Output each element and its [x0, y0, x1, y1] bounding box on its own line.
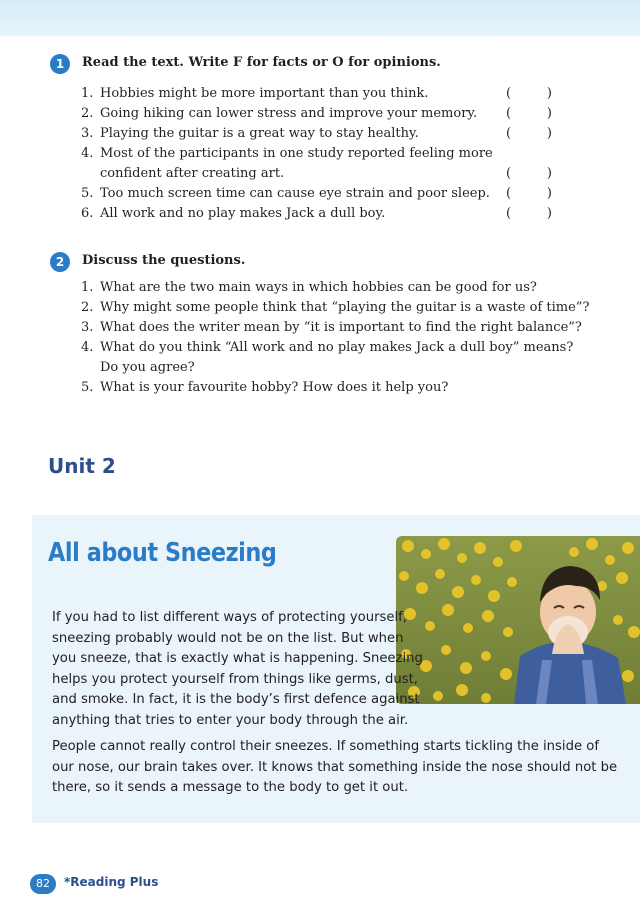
item-text-continued: confident after creating art.	[100, 166, 285, 181]
list-item	[50, 124, 610, 144]
reading-paragraph-1	[52, 608, 423, 731]
item-number: 2.	[81, 106, 94, 121]
list-item	[50, 318, 610, 338]
list-item	[50, 184, 610, 204]
list-item	[50, 378, 610, 398]
paragraph-line: there, so it sends a message to the body to get it out.	[52, 780, 409, 795]
item-number: 3.	[81, 320, 94, 335]
item-number: 4.	[81, 340, 94, 355]
answer-bracket[interactable]: ( )	[506, 186, 552, 201]
item-number: 3.	[81, 126, 94, 141]
item-number: 6.	[81, 206, 94, 221]
top-header-band	[0, 0, 640, 36]
item-text: Going hiking can lower stress and improve your memory.	[100, 106, 478, 121]
fact-opinion-list	[50, 84, 610, 224]
item-text: Playing the guitar is a great way to stay healthy.	[100, 126, 419, 141]
paragraph-line: helps you protect yourself from things like germs, dust,	[52, 671, 418, 687]
exercise-1-instruction: Read the text. Write F for facts or O for opinions.	[82, 55, 441, 70]
item-text: Too much screen time can cause eye strain and poor sleep.	[100, 186, 490, 201]
paragraph-line: If you had to list different ways of protecting yourself,	[52, 610, 407, 625]
item-number: 5.	[81, 380, 94, 395]
unit-heading: Unit 2	[48, 454, 116, 478]
paragraph-line: you sneeze, that is exactly what is happening. Sneezing	[52, 651, 423, 666]
list-item	[50, 84, 610, 104]
list-item	[50, 144, 610, 184]
item-text: Why might some people think that “playing the guitar is a waste of time”?	[100, 300, 590, 315]
item-text-continued: Do you agree?	[100, 360, 195, 375]
list-item	[50, 298, 610, 318]
paragraph-line: People cannot really control their sneezes. If something starts tickling the inside of	[52, 739, 599, 754]
item-text: What is your favourite hobby? How does it help you?	[100, 380, 449, 395]
item-number: 2.	[81, 300, 94, 315]
answer-bracket[interactable]: ( )	[506, 166, 552, 181]
exercise-1-header	[50, 54, 610, 76]
answer-bracket[interactable]: ( )	[506, 126, 552, 141]
item-text: What does the writer mean by “it is important to find the right balance”?	[100, 320, 582, 335]
footer-label: *Reading Plus	[64, 875, 159, 889]
item-number: 1.	[81, 280, 94, 295]
answer-bracket[interactable]: ( )	[506, 86, 552, 101]
paragraph-line: anything that tries to enter your body through the air.	[52, 712, 409, 728]
exercise-2-number: 2	[50, 252, 70, 272]
item-text: What are the two main ways in which hobbies can be good for us?	[100, 280, 537, 295]
boy-sneezing-in-flower-field-icon	[396, 536, 640, 704]
answer-bracket[interactable]: ( )	[506, 206, 552, 221]
exercise-2-header	[50, 252, 610, 274]
list-item	[50, 204, 610, 224]
paragraph-line: our nose, our brain takes over. It knows that something inside the nose should not be	[52, 759, 618, 775]
item-text: What do you think “All work and no play makes Jack a dull boy” means?	[100, 340, 574, 355]
page-number: 82	[30, 874, 56, 894]
reading-paragraph-2	[52, 737, 617, 799]
item-text: Hobbies might be more important than you think.	[100, 86, 429, 101]
discussion-questions-list	[50, 278, 610, 398]
item-number: 5.	[81, 186, 94, 201]
boy-sneezing-photo	[396, 536, 640, 704]
exercise-2	[50, 252, 610, 398]
item-number: 4.	[81, 146, 94, 161]
list-item	[50, 338, 610, 378]
paragraph-line: and smoke. In fact, it is the body’s first defence against	[52, 692, 420, 707]
item-number: 1.	[81, 86, 94, 101]
item-text: All work and no play makes Jack a dull boy.	[100, 206, 386, 221]
list-item	[50, 278, 610, 298]
answer-bracket[interactable]: ( )	[506, 106, 552, 121]
exercise-2-instruction: Discuss the questions.	[82, 253, 246, 268]
exercise-1	[50, 54, 610, 224]
list-item	[50, 104, 610, 124]
item-text: Most of the participants in one study reported feeling more	[100, 146, 493, 161]
paragraph-line: sneezing probably would not be on the list. But when	[52, 630, 404, 646]
exercise-1-number: 1	[50, 54, 70, 74]
reading-title: All about Sneezing	[48, 538, 277, 568]
